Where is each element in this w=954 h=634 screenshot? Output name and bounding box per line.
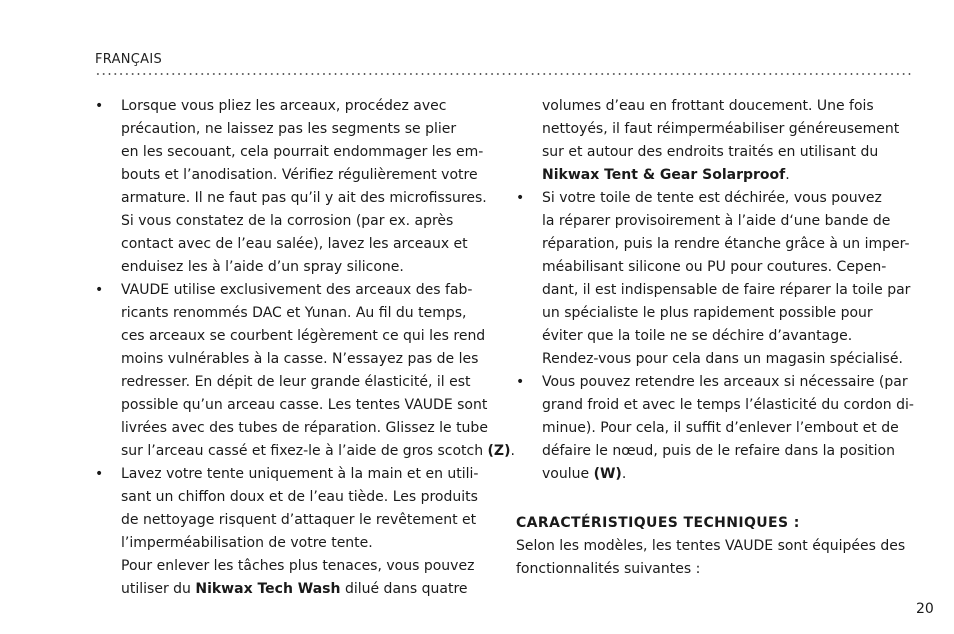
text-line: grand froid et avec le temps l’élasticité du cordon di-	[542, 397, 914, 413]
text-line: sur et autour des endroits traités en utilisant du	[542, 144, 879, 160]
text-line: volumes d’eau en frottant doucement. Une fois	[542, 98, 874, 114]
text-line: moins vulnérables à la casse. N’essayez pas de les	[121, 351, 479, 367]
text-line: VAUDE utilise exclusivement des arceaux des fab-	[121, 282, 473, 298]
text-line: possible qu’un arceau casse. Les tentes VAUDE sont	[121, 397, 488, 413]
text-line: de nettoyage risquent d’attaquer le revêtement et	[121, 512, 477, 528]
text-line: Nikwax Tent & Gear Solarproof.	[542, 167, 790, 183]
text-line: éviter que la toile ne se déchire d’avantage.	[542, 328, 853, 344]
page-number: 20	[916, 601, 934, 617]
text-line: sant un chiffon doux et de l’eau tiède. Les produits	[121, 489, 478, 505]
list-item-continuation	[516, 95, 916, 187]
list-item	[516, 371, 916, 486]
dotted-divider	[95, 73, 911, 75]
text-line: ricants renommés DAC et Yunan. Au fil du temps,	[121, 305, 467, 321]
list-item	[95, 279, 515, 463]
text-line: un spécialiste le plus rapidement possible pour	[542, 305, 873, 321]
text-line: réparation, puis la rendre étanche grâce à un imper-	[542, 236, 910, 252]
section-text	[516, 535, 916, 581]
product-name: Nikwax Tent & Gear Solarproof	[542, 167, 786, 183]
text-line: Pour enlever les tâches plus tenaces, vous pouvez	[121, 558, 475, 574]
section-title: CARACTÉRISTIQUES TECHNIQUES :	[516, 515, 800, 531]
text-line: la réparer provisoirement à l’aide d‘une bande de	[542, 213, 891, 229]
text-line: contact avec de l’eau salée), lavez les arceaux et	[121, 236, 468, 252]
text-line: minue). Pour cela, il suffit d’enlever l’embout et de	[542, 420, 899, 436]
text-line: sur l’arceau cassé et fixez-le à l’aide de gros scotch (Z).	[121, 443, 515, 459]
list-item	[95, 463, 505, 601]
text-line: dant, il est indispensable de faire réparer la toile par	[542, 282, 911, 298]
figure-ref: (Z)	[487, 443, 511, 459]
text-line: défaire le nœud, puis de le refaire dans la position	[542, 443, 895, 459]
text-line: nettoyés, il faut réimperméabiliser généreusement	[542, 121, 900, 137]
text-line: Lavez votre tente uniquement à la main et en utili-	[121, 466, 479, 482]
bullet-icon: •	[95, 98, 104, 114]
text-line: ces arceaux se courbent légèrement ce qui les rend	[121, 328, 486, 344]
text-line: en les secouant, cela pourrait endommager les em-	[121, 144, 484, 160]
bullet-icon: •	[95, 466, 104, 482]
text-line: livrées avec des tubes de réparation. Glissez le tube	[121, 420, 488, 436]
bullet-icon: •	[516, 374, 525, 390]
text-line: bouts et l’anodisation. Vérifiez régulièrement votre	[121, 167, 478, 183]
text-line: Si vous constatez de la corrosion (par ex. après	[121, 213, 454, 229]
list-item	[95, 95, 505, 279]
language-header: FRANÇAIS	[95, 52, 163, 67]
text-line: Lorsque vous pliez les arceaux, procédez avec	[121, 98, 447, 114]
text-line: armature. Il ne faut pas qu’il y ait des microfissures.	[121, 190, 487, 206]
bullet-icon: •	[516, 190, 525, 206]
text-line: voulue (W).	[542, 466, 627, 482]
bullet-icon: •	[95, 282, 104, 298]
text-line: Selon les modèles, les tentes VAUDE sont équipées des	[516, 538, 906, 554]
product-name: Nikwax Tech Wash	[195, 581, 341, 597]
text-line: Rendez-vous pour cela dans un magasin spécialisé.	[542, 351, 903, 367]
list-item	[516, 187, 916, 371]
text-line: l’imperméabilisation de votre tente.	[121, 535, 373, 551]
right-column	[516, 95, 916, 581]
text-line: redresser. En dépit de leur grande élasticité, il est	[121, 374, 471, 390]
text-line: fonctionnalités suivantes :	[516, 561, 701, 577]
text-line: précaution, ne laissez pas les segments se plier	[121, 121, 457, 137]
text-line: Vous pouvez retendre les arceaux si nécessaire (par	[542, 374, 908, 390]
left-column	[95, 95, 515, 601]
text-line: enduisez les à l’aide d’un spray silicone.	[121, 259, 404, 275]
text-line: Si votre toile de tente est déchirée, vous pouvez	[542, 190, 882, 206]
text-line: utiliser du Nikwax Tech Wash dilué dans quatre	[121, 581, 468, 597]
figure-ref: (W)	[593, 466, 622, 482]
text-line: méabilisant silicone ou PU pour coutures. Cepen-	[542, 259, 887, 275]
